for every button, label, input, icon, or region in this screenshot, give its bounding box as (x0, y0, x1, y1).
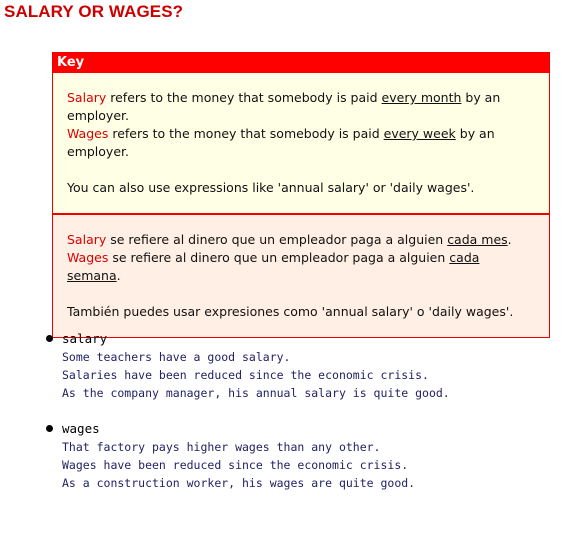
salary-term: Salary (67, 232, 107, 247)
salary-definition-en (67, 89, 535, 125)
wages-definition-en (67, 125, 535, 161)
bullet-icon (46, 335, 53, 342)
wages-text-end: by an employer. (67, 126, 495, 159)
wages-term: Wages (67, 250, 109, 265)
examples-list (46, 330, 546, 510)
salary-text: se refiere al dinero que un empleador paga a alguien (106, 232, 448, 247)
example-sentence: Wages have been reduced since the economic crisis. (62, 458, 409, 472)
wages-text: se refiere al dinero que un empleador paga a alguien (108, 250, 450, 265)
salary-text-end: by an employer. (67, 90, 501, 123)
example-sentence: Some teachers have a good salary. (62, 350, 291, 364)
salary-term: Salary (67, 90, 107, 105)
wages-term: Wages (67, 126, 109, 141)
example-sentence: As the company manager, his annual salary is quite good. (62, 386, 450, 400)
spacer (67, 285, 535, 303)
example-word: wages (62, 421, 100, 436)
expressions-note-en: You can also use expressions like 'annual salary' or 'daily wages'. (67, 180, 475, 195)
example-group-salary (46, 330, 546, 402)
wages-frequency: every week (383, 126, 456, 141)
page-title: SALARY OR WAGES? (4, 2, 184, 21)
salary-definition-es (67, 231, 535, 249)
key-box (52, 52, 550, 338)
salary-frequency: cada mes (447, 232, 508, 247)
key-spanish-section (53, 215, 549, 337)
key-header: Key (53, 53, 549, 73)
example-group-wages (46, 420, 546, 492)
key-english-section (53, 73, 549, 215)
expressions-note-es: También puedes usar expresiones como 'annual salary' o 'daily wages'. (67, 304, 514, 319)
example-sentence: As a construction worker, his wages are quite good. (62, 476, 416, 490)
example-sentence: That factory pays higher wages than any other. (62, 440, 381, 454)
wages-frequency: cada semana (67, 250, 480, 283)
wages-definition-es (67, 249, 535, 285)
salary-text: refers to the money that somebody is paid (106, 90, 382, 105)
wages-text: refers to the money that somebody is paid (108, 126, 384, 141)
example-word: salary (62, 331, 108, 346)
salary-frequency: every month (381, 90, 462, 105)
bullet-icon (46, 425, 53, 432)
wages-text-end: . (116, 268, 121, 283)
spacer (67, 161, 535, 179)
example-sentence: Salaries have been reduced since the economic crisis. (62, 368, 429, 382)
salary-text-end: . (507, 232, 512, 247)
